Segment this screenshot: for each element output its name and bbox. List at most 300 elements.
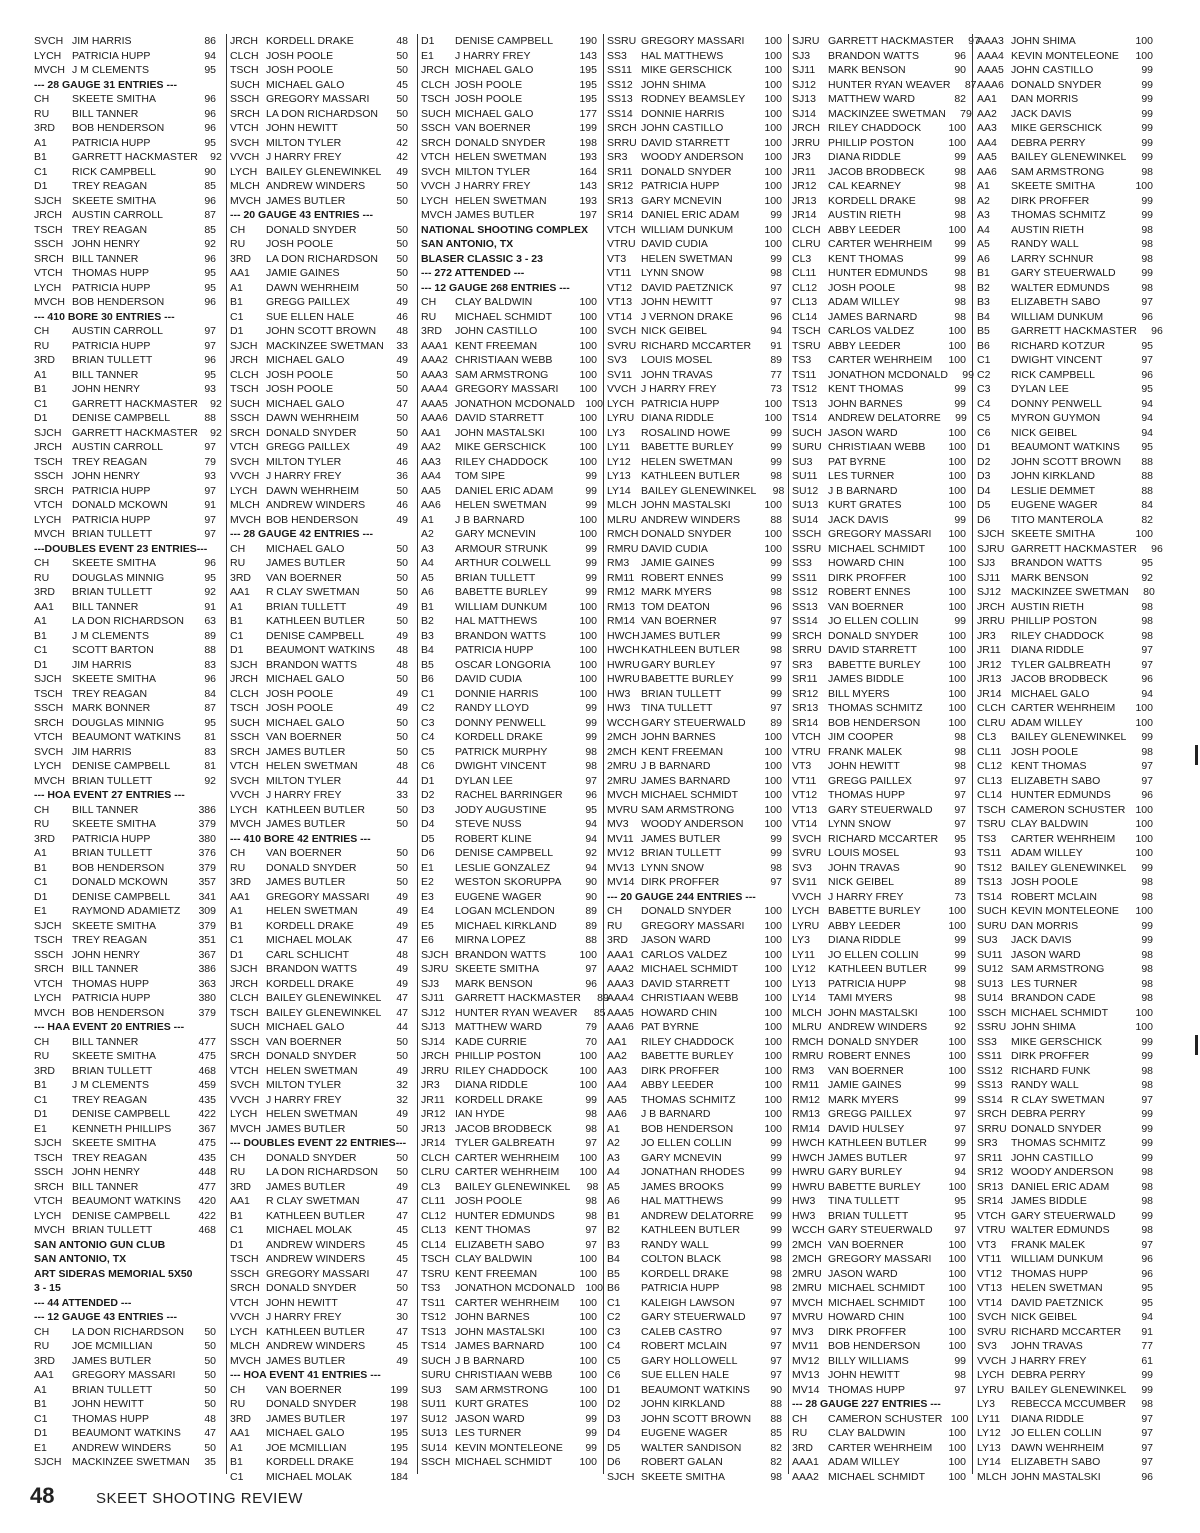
class-code: A4 xyxy=(421,557,434,569)
score: 184 xyxy=(390,1470,408,1483)
class-code: LYCH xyxy=(230,1325,258,1338)
score: 99 xyxy=(770,1209,782,1222)
score: 99 xyxy=(585,1427,597,1439)
column-divider xyxy=(417,34,418,1474)
class-code: AAA3 xyxy=(977,35,1004,47)
shooter-name: JOHN HEWITT xyxy=(266,122,338,134)
result-row xyxy=(977,527,1153,542)
result-row xyxy=(34,1368,216,1383)
score: 100 xyxy=(585,397,603,410)
shooter-name: HUNTER RYAN WEAVER xyxy=(828,78,951,91)
class-code: JR13 xyxy=(792,194,817,207)
shooter-name: J M CLEMENTS xyxy=(72,629,150,642)
shooter-name: HELEN SWETMAN xyxy=(266,1108,358,1120)
event-header: --- HAA EVENT 20 ENTRIES --- xyxy=(34,1021,185,1033)
score: 379 xyxy=(198,861,216,874)
score: 199 xyxy=(390,1383,408,1396)
shooter-name: J HARRY FREY xyxy=(641,383,717,395)
score: 99 xyxy=(1141,1050,1153,1062)
score: 92 xyxy=(210,151,222,163)
score: 380 xyxy=(198,832,216,845)
class-code: SJ13 xyxy=(792,93,816,105)
class-code: SVCH xyxy=(230,1079,260,1091)
class-code: CL14 xyxy=(977,789,1003,801)
result-row xyxy=(230,397,408,412)
shooter-name: HELEN SWETMAN xyxy=(266,905,358,917)
shooter-name: J B BARNARD xyxy=(828,484,898,497)
result-row xyxy=(977,1238,1153,1253)
class-code: VTRU xyxy=(607,238,636,250)
shooter-name: GREGORY MASSARI xyxy=(641,35,745,47)
score: 100 xyxy=(764,977,782,990)
class-code: 3RD xyxy=(607,934,629,946)
class-code: B3 xyxy=(421,629,434,642)
shooter-name: BABETTE BURLEY xyxy=(641,441,734,453)
shooter-name: LA DON RICHARDSON xyxy=(72,615,185,627)
class-code: SJCH xyxy=(34,1456,62,1468)
class-code: CH xyxy=(230,542,246,555)
result-row xyxy=(792,1006,966,1021)
class-code: VT14 xyxy=(607,310,633,323)
score: 100 xyxy=(764,194,782,207)
class-code: 3RD xyxy=(34,586,56,598)
class-code: B5 xyxy=(607,1267,620,1280)
score: 100 xyxy=(948,1470,966,1483)
class-code: D2 xyxy=(977,455,991,468)
result-row xyxy=(230,1049,408,1064)
result-row xyxy=(34,1397,216,1412)
result-row xyxy=(421,63,597,78)
class-code: SJCH xyxy=(34,673,62,685)
shooter-name: SAM ARMSTRONG xyxy=(1011,165,1105,178)
score: 89 xyxy=(770,716,782,729)
result-row xyxy=(607,745,782,760)
result-row xyxy=(792,1020,966,1035)
shooter-name: BABETTE BURLEY xyxy=(641,673,734,685)
class-code: CH xyxy=(421,296,437,308)
shooter-name: CARL SCHLICHT xyxy=(266,948,350,961)
class-code: B2 xyxy=(421,615,434,627)
score: 100 xyxy=(579,1166,597,1178)
shooter-name: GREGORY MASSARI xyxy=(266,1267,370,1280)
result-row xyxy=(230,1383,408,1398)
shooter-name: DAVID STARRETT xyxy=(641,977,730,990)
result-row xyxy=(977,643,1153,658)
class-code: SUCH xyxy=(421,107,451,120)
score: 363 xyxy=(198,977,216,990)
shooter-name: JOSH POOLE xyxy=(455,78,523,91)
shooter-name: J HARRY FREY xyxy=(266,1311,342,1323)
class-code: CLCH xyxy=(421,78,450,91)
class-code: B1 xyxy=(34,861,47,874)
shooter-name: BOB HENDERSON xyxy=(828,1340,921,1352)
result-row xyxy=(34,223,216,238)
result-row xyxy=(607,1368,782,1383)
result-row xyxy=(977,933,1153,948)
class-code: CH xyxy=(230,1151,246,1164)
shooter-name: DONALD MCKOWN xyxy=(72,876,168,888)
result-row xyxy=(977,1035,1153,1050)
class-code: RU xyxy=(34,1050,50,1062)
score: 100 xyxy=(579,948,597,961)
result-row xyxy=(607,962,782,977)
result-row xyxy=(977,1455,1153,1470)
score: 50 xyxy=(396,1035,408,1048)
result-row xyxy=(977,890,1153,905)
result-row xyxy=(977,585,1153,600)
class-code: TSCH xyxy=(34,934,63,946)
score: 99 xyxy=(1141,1137,1153,1149)
result-row xyxy=(230,890,408,905)
score: 97 xyxy=(204,339,216,352)
class-code: E6 xyxy=(421,934,434,946)
score: 99 xyxy=(954,963,966,975)
class-code: D3 xyxy=(607,1412,621,1425)
result-row xyxy=(977,1383,1153,1398)
score: 98 xyxy=(1141,165,1153,178)
score: 99 xyxy=(770,1137,782,1149)
score: 98 xyxy=(585,745,597,758)
class-code: MV13 xyxy=(607,861,635,874)
result-row xyxy=(34,136,216,151)
class-code: VTCH xyxy=(230,760,259,772)
event-header: --- 28 GAUGE 227 ENTRIES --- xyxy=(792,1398,941,1410)
event-header: --- 20 GAUGE 244 ENTRIES --- xyxy=(607,890,756,903)
score: 97 xyxy=(954,1383,966,1396)
class-code: JRRU xyxy=(977,615,1005,627)
result-row xyxy=(607,759,782,774)
class-code: D6 xyxy=(607,1456,621,1468)
class-code: JRCH xyxy=(230,673,258,685)
score: 79 xyxy=(960,107,972,120)
shooter-name: LYNN SNOW xyxy=(641,861,704,874)
class-code: LYCH xyxy=(421,194,449,207)
shooter-name: TYLER GALBREATH xyxy=(455,1137,555,1149)
score: 97 xyxy=(770,281,782,294)
class-code: LY14 xyxy=(792,992,816,1004)
class-code: E1 xyxy=(421,861,434,874)
class-code: MLCH xyxy=(230,180,260,192)
class-code: SR14 xyxy=(607,209,634,221)
class-code: SRCH xyxy=(230,107,260,120)
result-row xyxy=(421,469,597,484)
class-code: CL14 xyxy=(792,310,818,323)
score: 48 xyxy=(204,1412,216,1425)
shooter-name: DAVID STARRETT xyxy=(828,644,917,656)
result-row xyxy=(421,165,597,180)
shooter-name: HELEN SWETMAN xyxy=(1011,1282,1103,1294)
class-code: SS3 xyxy=(792,557,812,569)
score: 195 xyxy=(579,78,597,91)
result-row xyxy=(34,440,216,455)
shooter-name: MILTON TYLER xyxy=(266,774,342,787)
result-row xyxy=(792,1151,966,1166)
shooter-name: SCOTT BARTON xyxy=(72,644,154,656)
class-code: D1 xyxy=(34,1108,48,1120)
result-row xyxy=(792,223,966,238)
shooter-name: MICHAEL GALO xyxy=(266,78,345,91)
class-code: SS14 xyxy=(607,107,633,120)
result-row xyxy=(607,136,782,151)
class-code: B1 xyxy=(230,296,243,308)
shooter-name: JOHN HEWITT xyxy=(266,1296,338,1309)
score: 95 xyxy=(954,832,966,845)
score: 100 xyxy=(764,1035,782,1048)
class-code: MVCH xyxy=(34,64,65,76)
score: 100 xyxy=(579,658,597,671)
shooter-name: HAL MATTHEWS xyxy=(455,615,538,627)
score: 100 xyxy=(764,948,782,961)
class-code: JR11 xyxy=(421,1093,445,1106)
class-code: RU xyxy=(34,818,50,830)
shooter-name: KURT GRATES xyxy=(828,499,902,511)
result-row xyxy=(421,324,597,339)
shooter-name: SKEETE SMITHA xyxy=(72,673,157,685)
event-header: --- DOUBLES EVENT 22 ENTRIES--- xyxy=(230,1137,407,1149)
score: 88 xyxy=(204,412,216,424)
result-row xyxy=(977,121,1153,136)
class-code: TSCH xyxy=(230,702,259,714)
shooter-name: BILL TANNER xyxy=(72,107,139,120)
shooter-name: MICHAEL SCHMIDT xyxy=(455,310,553,323)
score: 94 xyxy=(1141,397,1153,410)
shooter-name: VAN BOERNER xyxy=(828,1064,904,1077)
result-row xyxy=(421,672,597,687)
class-code: SJCH xyxy=(977,528,1005,540)
shooter-name: BOB HENDERSON xyxy=(72,1006,165,1019)
result-row xyxy=(792,92,966,107)
score: 100 xyxy=(764,760,782,772)
result-row xyxy=(607,875,782,890)
result-row xyxy=(34,513,216,528)
result-row xyxy=(977,861,1153,876)
score: 96 xyxy=(1151,542,1163,555)
result-row xyxy=(230,600,408,615)
shooter-name: ELIZABETH SABO xyxy=(1011,296,1101,308)
result-row xyxy=(230,730,408,745)
score: 100 xyxy=(948,629,966,642)
result-row xyxy=(792,1267,966,1282)
result-row xyxy=(792,571,966,586)
class-code: SR14 xyxy=(977,1195,1004,1207)
result-row xyxy=(230,542,408,557)
shooter-name: DAVID STARRETT xyxy=(641,136,730,149)
class-code: D1 xyxy=(34,658,48,671)
result-row xyxy=(607,542,782,557)
shooter-name: DIANA RIDDLE xyxy=(1011,1412,1084,1425)
score: 100 xyxy=(764,223,782,236)
class-code: VVCH xyxy=(792,890,822,903)
score: 98 xyxy=(1141,600,1153,613)
shooter-name: AUSTIN RIETH xyxy=(1011,600,1084,613)
result-row xyxy=(230,1310,408,1325)
score: 100 xyxy=(579,1151,597,1164)
shooter-name: JOSH POOLE xyxy=(266,238,334,250)
shooter-name: ANDREW WINDERS xyxy=(72,1441,172,1454)
result-row xyxy=(34,92,216,107)
shooter-name: JAMES BUTLER xyxy=(266,1122,346,1135)
result-row xyxy=(607,107,782,122)
shooter-name: GREGORY MASSARI xyxy=(828,1253,932,1265)
result-row xyxy=(607,295,782,310)
score: 88 xyxy=(204,644,216,656)
class-code: VT3 xyxy=(792,760,812,772)
class-code: 3RD xyxy=(230,1180,252,1193)
class-code: AA6 xyxy=(607,1108,627,1120)
class-code: 3RD xyxy=(34,1354,56,1367)
class-code: MV13 xyxy=(792,1369,820,1381)
shooter-name: CARTER WEHRHEIM xyxy=(455,1296,560,1309)
class-code: VT11 xyxy=(977,1253,1002,1265)
shooter-name: MIKE GERSCHICK xyxy=(455,441,547,453)
class-code: D3 xyxy=(977,470,991,482)
result-row xyxy=(607,803,782,818)
score: 85 xyxy=(204,180,216,192)
score: 97 xyxy=(770,615,782,627)
shooter-name: JASON WARD xyxy=(641,934,711,946)
result-row xyxy=(230,1325,408,1340)
score: 99 xyxy=(770,1224,782,1236)
result-row xyxy=(421,397,603,412)
shooter-name: DONALD SNYDER xyxy=(266,1050,357,1062)
shooter-name: MILTON TYLER xyxy=(455,165,531,178)
class-code: B1 xyxy=(34,1079,47,1091)
result-row xyxy=(607,846,782,861)
class-code: C6 xyxy=(977,426,991,439)
shooter-name: BRIAN TULLETT xyxy=(266,600,347,613)
class-code: D1 xyxy=(421,774,435,787)
shooter-name: VAN BOERNER xyxy=(641,615,717,627)
result-row xyxy=(34,121,216,136)
result-row xyxy=(977,310,1153,325)
score: 98 xyxy=(954,1369,966,1381)
result-row xyxy=(34,469,216,484)
class-code: CH xyxy=(792,1412,808,1425)
score: 99 xyxy=(585,484,597,497)
score: 98 xyxy=(772,484,785,497)
result-row xyxy=(34,730,216,745)
result-row xyxy=(34,1455,216,1470)
class-code: 2MCH xyxy=(792,1253,822,1265)
class-code: LYCH xyxy=(607,397,635,410)
score: 97 xyxy=(954,818,966,830)
shooter-name: ANDREW WINDERS xyxy=(266,499,366,511)
shooter-name: MATTHEW WARD xyxy=(455,1021,542,1033)
score: 100 xyxy=(579,673,597,685)
result-row xyxy=(977,208,1153,223)
shooter-name: GARRETT HACKMASTER xyxy=(455,992,581,1004)
score: 97 xyxy=(954,1122,966,1135)
score: 100 xyxy=(764,1122,782,1135)
score: 100 xyxy=(948,470,966,482)
shoot-title: 3 - 15 xyxy=(34,1282,61,1294)
shooter-name: CLAY BALDWIN xyxy=(828,1427,906,1439)
class-code: TS14 xyxy=(421,1340,447,1352)
class-code: AA1 xyxy=(34,600,54,613)
class-code: B1 xyxy=(34,383,47,395)
event-header: --- 28 GAUGE 42 ENTRIES --- xyxy=(230,528,373,540)
shooter-name: GARRETT HACKMASTER xyxy=(1011,325,1137,337)
shooter-name: MILTON TYLER xyxy=(266,455,342,468)
result-row xyxy=(792,745,966,760)
shooter-name: DENISE CAMPBELL xyxy=(72,890,171,903)
shooter-name: GARRETT HACKMASTER xyxy=(828,35,954,47)
result-row xyxy=(34,803,216,818)
class-code: AA5 xyxy=(607,1093,627,1106)
class-code: AA1 xyxy=(421,426,441,439)
shooter-name: JOE MCMILLIAN xyxy=(266,1441,347,1454)
class-code: AAA5 xyxy=(421,397,448,410)
score: 100 xyxy=(585,1282,603,1294)
score: 97 xyxy=(1141,1456,1153,1468)
score: 99 xyxy=(1141,1383,1153,1396)
shooter-name: RILEY CHADDOCK xyxy=(455,455,549,468)
score: 198 xyxy=(579,136,597,149)
class-code: SV3 xyxy=(977,1340,997,1352)
class-code: C1 xyxy=(977,354,991,366)
column-divider xyxy=(972,34,973,1474)
shooter-name: JOSH POOLE xyxy=(266,702,334,714)
result-row xyxy=(977,165,1153,180)
result-row xyxy=(977,745,1153,760)
score: 42 xyxy=(396,151,408,163)
result-row xyxy=(421,1064,597,1079)
score: 100 xyxy=(948,122,966,134)
class-code: TS12 xyxy=(421,1311,447,1323)
shooter-name: DYLAN LEE xyxy=(455,774,513,787)
result-row xyxy=(34,745,216,760)
class-code: RMCH xyxy=(792,1035,824,1048)
class-code: VT14 xyxy=(977,1296,1003,1309)
shooter-name: DAVID STARRETT xyxy=(455,412,544,424)
class-code: CLCH xyxy=(230,49,259,62)
score: 50 xyxy=(396,267,408,279)
class-code: D1 xyxy=(34,890,48,903)
result-row xyxy=(792,846,966,861)
result-row xyxy=(792,1223,966,1238)
class-code: SSCH xyxy=(977,1006,1007,1019)
class-code: D6 xyxy=(977,513,991,526)
score: 100 xyxy=(579,1296,597,1309)
shooter-name: BRIAN TULLETT xyxy=(72,774,153,787)
result-row xyxy=(34,556,216,571)
score: 97 xyxy=(585,963,597,975)
class-code: SV3 xyxy=(607,354,627,366)
score: 422 xyxy=(198,1209,216,1222)
class-code: B2 xyxy=(607,1224,620,1236)
result-row xyxy=(421,1281,603,1296)
class-code: RM3 xyxy=(792,1064,815,1077)
shooter-name: DAVID CUDIA xyxy=(641,542,708,555)
shooter-name: KENT FREEMAN xyxy=(641,745,724,758)
shooter-name: WILLIAM DUNKUM xyxy=(1011,310,1104,323)
shooter-name: MICHAEL GALO xyxy=(266,354,345,366)
class-code: HWRU xyxy=(607,673,640,685)
score: 459 xyxy=(198,1079,216,1091)
class-code: AAA2 xyxy=(607,963,634,975)
shooter-name: JOHN KIRKLAND xyxy=(1011,470,1096,482)
result-row xyxy=(607,63,782,78)
score: 100 xyxy=(948,426,966,439)
score: 50 xyxy=(204,1354,216,1367)
score: 100 xyxy=(948,1253,966,1265)
result-row xyxy=(792,237,966,252)
score: 50 xyxy=(396,1166,408,1178)
score: 81 xyxy=(204,760,216,772)
result-row xyxy=(230,266,408,281)
shooter-name: RICHARD MCCARTER xyxy=(828,832,939,845)
score: 98 xyxy=(585,1209,597,1222)
